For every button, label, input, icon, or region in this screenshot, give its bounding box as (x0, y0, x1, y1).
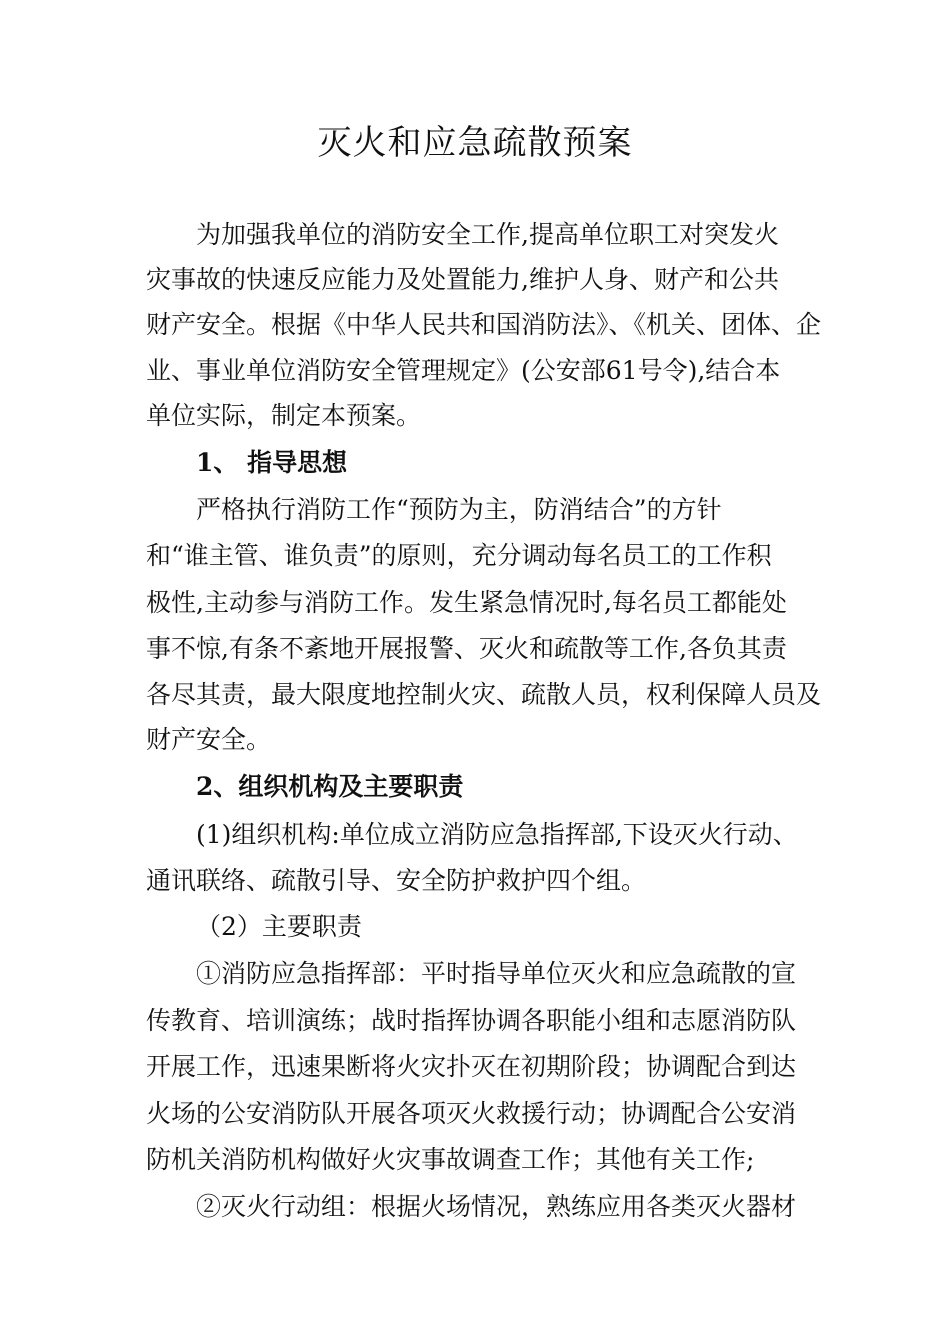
paragraph-line: 防机关消防机构做好火灾事故调查工作；其他有关工作; (146, 1145, 755, 1174)
paragraph-line: 灾事故的快速反应能力及处置能力,维护人身、财产和公共 (146, 265, 779, 294)
subheading-main-duties: （2）主要职责 (196, 912, 362, 941)
paragraph-line: 为加强我单位的消防安全工作,提高单位职工对突发火 (196, 220, 779, 249)
paragraph-line: 业、事业单位消防安全管理规定》(公安部61号令),结合本 (146, 356, 781, 385)
paragraph-line: 传教育、培训演练；战时指挥协调各职能小组和志愿消防队 (146, 1006, 797, 1035)
paragraph-line: 通讯联络、疏散引导、安全防护救护四个组。 (146, 866, 647, 895)
document-title: 灭火和应急疏散预案 (317, 123, 633, 163)
paragraph-line: 开展工作，迅速果断将火灾扑灭在初期阶段；协调配合到达 (146, 1052, 797, 1081)
section-heading-guiding-thought: 1、 指导思想 (196, 448, 348, 477)
paragraph-line: 单位实际，制定本预案。 (146, 401, 422, 430)
paragraph-line: 各尽其责，最大限度地控制火灾、疏散人员，权利保障人员及 (146, 680, 822, 709)
paragraph-line: ②灭火行动组：根据火场情况，熟练应用各类灭火器材 (196, 1192, 797, 1221)
paragraph-line: 火场的公安消防队开展各项灭火救援行动；协调配合公安消 (146, 1099, 797, 1128)
section-heading-organization: 2、组织机构及主要职责 (196, 772, 464, 801)
paragraph-line: 和“谁主管、谁负责”的原则，充分调动每名员工的工作积 (146, 541, 772, 570)
paragraph-line: 极性,主动参与消防工作。发生紧急情况时,每名员工都能处 (146, 588, 787, 617)
paragraph-line: 财产安全。根据《中华人民共和国消防法》、《机关、团体、企 (146, 310, 822, 339)
paragraph-line: 严格执行消防工作“预防为主，防消结合”的方针 (196, 495, 722, 524)
paragraph-line: ①消防应急指挥部：平时指导单位灭火和应急疏散的宣 (196, 959, 797, 988)
paragraph-line: (1)组织机构:单位成立消防应急指挥部,下设灭火行动、 (196, 820, 798, 849)
paragraph-line: 事不惊,有条不紊地开展报警、灭火和疏散等工作,各负其责 (146, 634, 787, 663)
paragraph-line: 财产安全。 (146, 725, 272, 754)
